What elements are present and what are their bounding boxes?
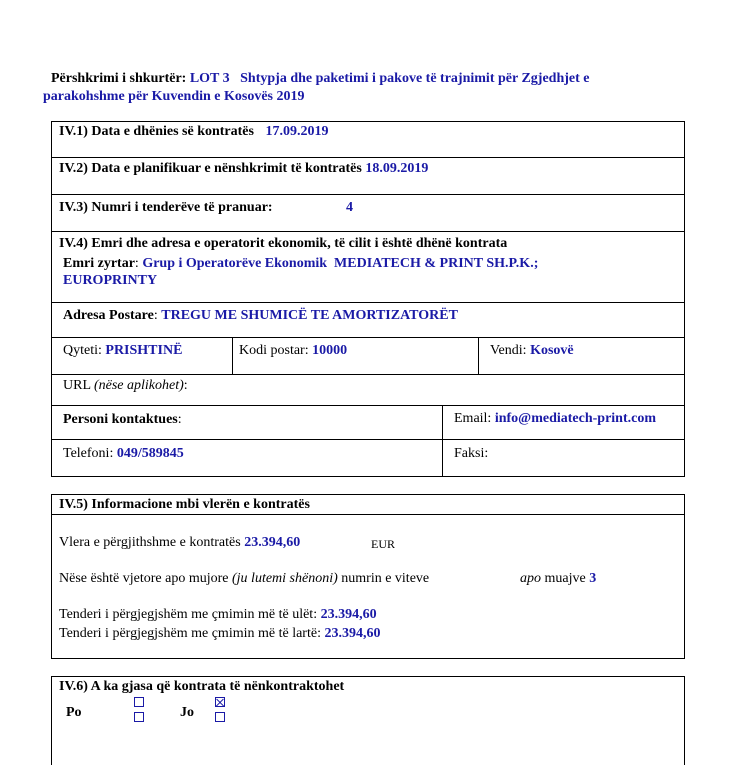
no-checkbox-lower[interactable] [215, 712, 225, 722]
row-divider [51, 194, 685, 195]
country-label: Vendi: [490, 343, 527, 358]
yes-checkbox-upper[interactable] [134, 697, 144, 707]
total-value: 23.394,60 [244, 535, 301, 550]
lowest-price-label: Tenderi i përgjegjshëm me çmimin më të ulët: [59, 607, 318, 622]
postal-address-value: TREGU ME SHUMICË TE AMORTIZATORËT [161, 308, 458, 323]
iv5-label: IV.5) Informacione mbi vlerën e kontratës [59, 497, 310, 512]
col-divider [478, 337, 479, 374]
row-divider [51, 157, 685, 158]
lowest-price-row [59, 607, 377, 623]
country-cell [490, 343, 574, 359]
row-divider [51, 302, 685, 303]
official-name-label: Emri zyrtar [63, 256, 135, 271]
iv6-label: IV.6) A ka gjasa që kontrata të nënkontraktohet [59, 679, 345, 694]
months-row [520, 571, 596, 587]
months-label: muajve [544, 571, 586, 586]
postal-address-row: Adresa Postare: TREGU ME SHUMICË TE AMORTIZATORËT [63, 308, 458, 323]
multi-year-text-b: numrin e viteve [341, 571, 430, 586]
no-label: Jo [180, 705, 194, 720]
short-description-value-line1: LOT 3 Shtypja dhe paketimi i pakove të trajnimit për Zgjedhjet e [189, 71, 590, 86]
postal-address-label: Adresa Postare [63, 308, 154, 323]
iv1-row [59, 124, 328, 140]
col-divider [232, 337, 233, 374]
postal-code-value: 10000 [312, 343, 348, 358]
short-description [51, 71, 589, 87]
official-name-value-line1: Grup i Operatorëve Ekonomik MEDIATECH & PRINT SH.P.K.; [142, 256, 539, 271]
row-divider [51, 439, 685, 440]
phone-value: 049/589845 [116, 446, 184, 461]
col-divider [442, 405, 443, 477]
short-description-value-line2: parakohshme për Kuvendin e Kosovës 2019 [43, 89, 305, 104]
short-description-label: Përshkrimi i shkurtër: [51, 71, 187, 86]
postal-code-cell [239, 343, 347, 359]
lowest-price-value: 23.394,60 [320, 607, 377, 622]
postal-code-label: Kodi postar: [239, 343, 309, 358]
yes-checkbox-lower[interactable] [134, 712, 144, 722]
iv1-label: IV.1) Data e dhënies së kontratës [59, 124, 254, 139]
highest-price-value: 23.394,60 [324, 626, 381, 641]
iv2-row [59, 161, 428, 177]
iv3-label: IV.3) Numri i tenderëve të pranuar: [59, 200, 273, 215]
phone-label: Telefoni: [63, 446, 114, 461]
currency: EUR [371, 537, 395, 551]
iv2-label: IV.2) Data e planifikuar e nënshkrimit të kontratës [59, 161, 362, 176]
no-checkbox-checked[interactable] [215, 697, 225, 707]
multi-year-hint: (ju lutemi shënoni) [232, 571, 338, 586]
official-name-row: Emri zyrtar: Grup i Operatorëve Ekonomik MEDIATECH & PRINT SH.P.K.; [63, 256, 539, 271]
row-divider [51, 405, 685, 406]
url-row: URL (nëse aplikohet): [63, 378, 188, 393]
fax-label: Faksi: [454, 446, 489, 461]
months-value: 3 [589, 571, 597, 586]
official-name-value-line2: EUROPRINTY [63, 273, 158, 288]
iv1-value: 17.09.2019 [265, 124, 329, 139]
url-label: URL [63, 378, 91, 393]
total-value-label: Vlera e përgjithshme e kontratës [59, 535, 241, 550]
url-hint: (nëse aplikohet) [93, 378, 184, 393]
highest-price-row [59, 626, 380, 642]
email-value: info@mediatech-print.com [494, 411, 656, 426]
iv3-value: 4 [346, 200, 353, 215]
city-cell [63, 343, 182, 359]
row-divider [51, 231, 685, 232]
row-divider [51, 337, 685, 338]
email-label: Email: [454, 411, 492, 426]
country-value: Kosovë [530, 343, 574, 358]
total-value-row [59, 535, 300, 551]
row-divider [51, 374, 685, 375]
multi-year-text-a: Nëse është vjetore apo mujore [59, 571, 229, 586]
contact-person-cell: Personi kontaktues: [63, 412, 182, 427]
iv2-value: 18.09.2019 [365, 161, 429, 176]
city-value: PRISHTINË [105, 343, 183, 358]
iv4-label: IV.4) Emri dhe adresa e operatorit ekonomik, të cilit i është dhënë kontrata [59, 236, 508, 251]
email-cell [454, 411, 656, 427]
or-word: apo [520, 571, 541, 586]
city-label: Qyteti: [63, 343, 102, 358]
phone-cell [63, 446, 184, 462]
yes-label: Po [66, 705, 82, 720]
contact-person-label: Personi kontaktues [63, 412, 178, 427]
row-divider [51, 514, 685, 515]
multi-year-row [59, 571, 429, 587]
highest-price-label: Tenderi i përgjegjshëm me çmimin më të lartë: [59, 626, 321, 641]
